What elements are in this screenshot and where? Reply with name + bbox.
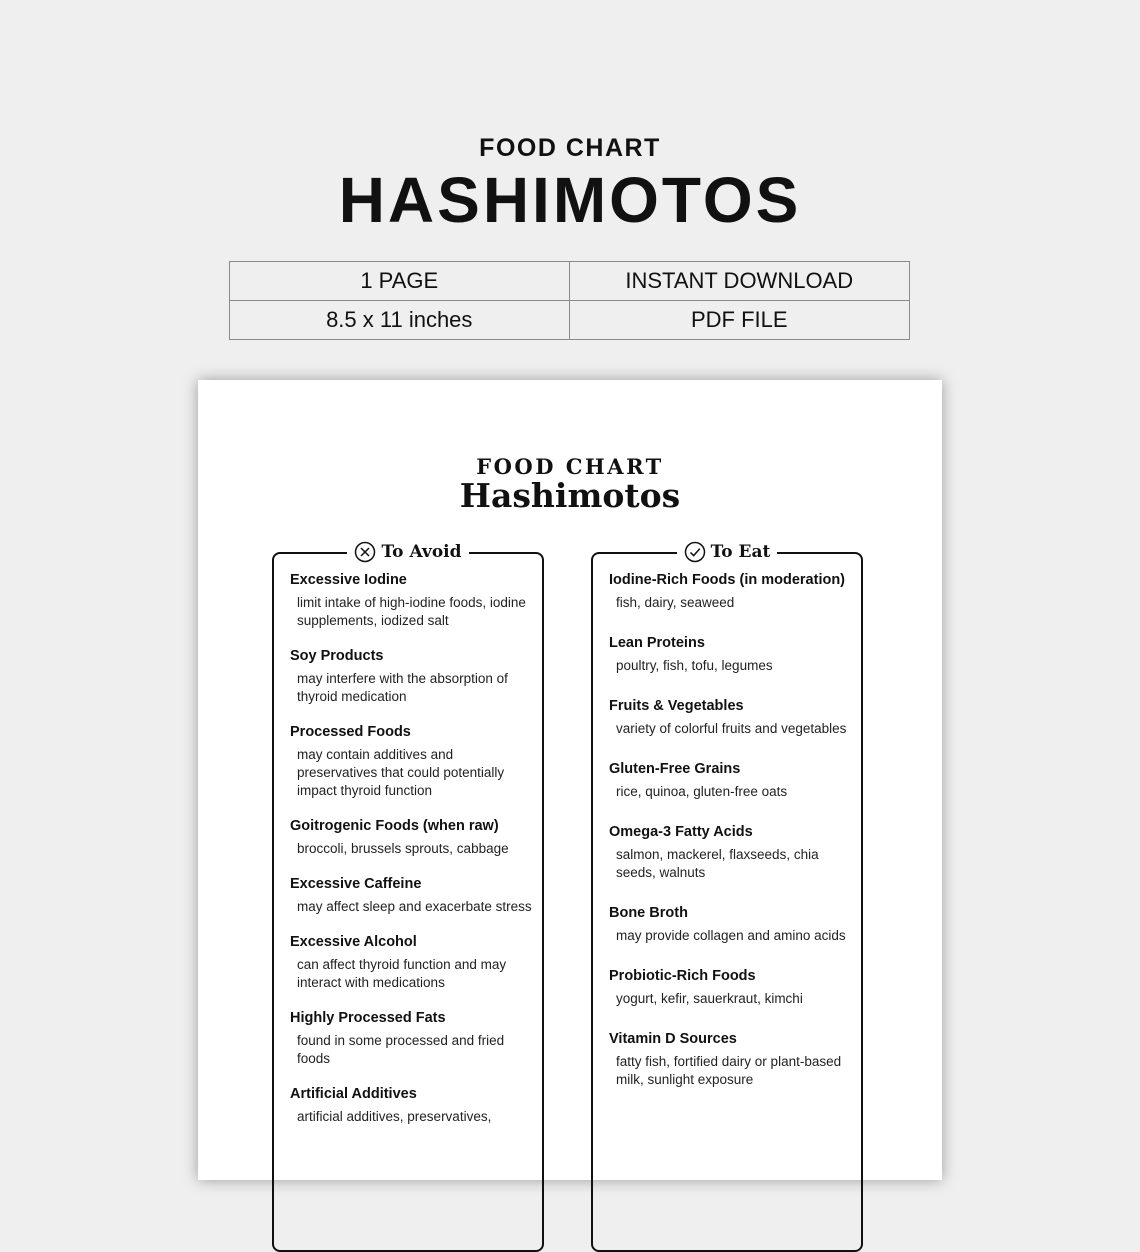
item-title: Iodine-Rich Foods (in moderation) [609, 572, 846, 588]
list-item [290, 1008, 534, 1068]
spec-pages: 1 PAGE [230, 262, 570, 301]
item-title: Probiotic-Rich Foods [609, 968, 756, 984]
list-item [609, 822, 853, 882]
item-desc: rice, quinoa, gluten-free oats [616, 784, 788, 799]
item-desc: may affect sleep and exacerbate stress [297, 899, 532, 914]
list-item [609, 696, 853, 738]
item-desc: may contain additives and preservatives that could potentially impact thyroid function [297, 747, 505, 798]
spec-size: 8.5 x 11 inches [230, 301, 570, 340]
spec-format: PDF FILE [690, 306, 788, 332]
item-desc: variety of colorful fruits and vegetables [616, 721, 847, 736]
item-desc: may provide collagen and amino acids [616, 928, 846, 943]
item-desc: broccoli, brussels sprouts, cabbage [297, 841, 509, 856]
list-item [609, 633, 853, 675]
list-item [290, 646, 534, 706]
item-title: Soy Products [290, 648, 384, 664]
item-desc: artificial additives, preservatives, [297, 1109, 492, 1124]
item-desc: fatty fish, fortified dairy or plant-based milk, sunlight exposure [616, 1054, 842, 1087]
check-circle-icon [684, 541, 706, 563]
avoid-panel [272, 542, 544, 1252]
item-title: Omega-3 Fatty Acids [609, 824, 753, 840]
document-subtitle: FOOD CHART [476, 454, 664, 479]
eat-panel [591, 542, 863, 1252]
avoid-panel-header [274, 539, 542, 565]
item-desc: found in some processed and fried foods [297, 1033, 505, 1066]
spec-table [229, 261, 910, 340]
item-title: Excessive Caffeine [290, 876, 422, 892]
eat-panel-header [593, 539, 861, 565]
list-item [290, 1084, 534, 1126]
item-title: Artificial Additives [290, 1086, 417, 1102]
eat-heading: To Eat [710, 542, 771, 562]
list-item [290, 722, 534, 800]
avoid-list [290, 570, 534, 1142]
list-item [609, 903, 853, 945]
item-title: Highly Processed Fats [290, 1010, 446, 1026]
list-item [609, 570, 853, 612]
item-title: Goitrogenic Foods (when raw) [290, 818, 499, 834]
item-title: Processed Foods [290, 724, 411, 740]
list-item [609, 1029, 853, 1089]
item-desc: yogurt, kefir, sauerkraut, kimchi [616, 991, 803, 1006]
item-desc: salmon, mackerel, flaxseeds, chia seeds, walnuts [616, 847, 819, 880]
eat-list [609, 570, 853, 1110]
header-subtitle: FOOD CHART [479, 134, 661, 162]
item-desc: poultry, fish, tofu, legumes [616, 658, 773, 673]
document-preview [198, 380, 942, 1180]
list-item [290, 874, 534, 916]
list-item [609, 759, 853, 801]
item-desc: may interfere with the absorption of thyroid medication [297, 671, 508, 704]
list-item [290, 816, 534, 858]
item-title: Lean Proteins [609, 635, 705, 651]
item-title: Bone Broth [609, 905, 688, 921]
avoid-heading: To Avoid [381, 542, 462, 562]
item-desc: limit intake of high-iodine foods, iodine supplements, iodized salt [297, 595, 526, 628]
item-title: Excessive Alcohol [290, 934, 417, 950]
list-item [290, 570, 534, 630]
spec-delivery: INSTANT DOWNLOAD [570, 262, 910, 301]
x-circle-icon [354, 541, 376, 563]
header-title: HASHIMOTOS [338, 164, 802, 236]
item-title: Vitamin D Sources [609, 1031, 737, 1047]
item-desc: fish, dairy, seaweed [616, 595, 735, 610]
item-title: Fruits & Vegetables [609, 698, 744, 714]
item-title: Excessive Iodine [290, 572, 407, 588]
item-desc: can affect thyroid function and may interact with medications [297, 957, 507, 990]
document-title: Hashimotos [459, 476, 681, 515]
item-title: Gluten-Free Grains [609, 761, 741, 777]
list-item [290, 932, 534, 992]
list-item [609, 966, 853, 1008]
